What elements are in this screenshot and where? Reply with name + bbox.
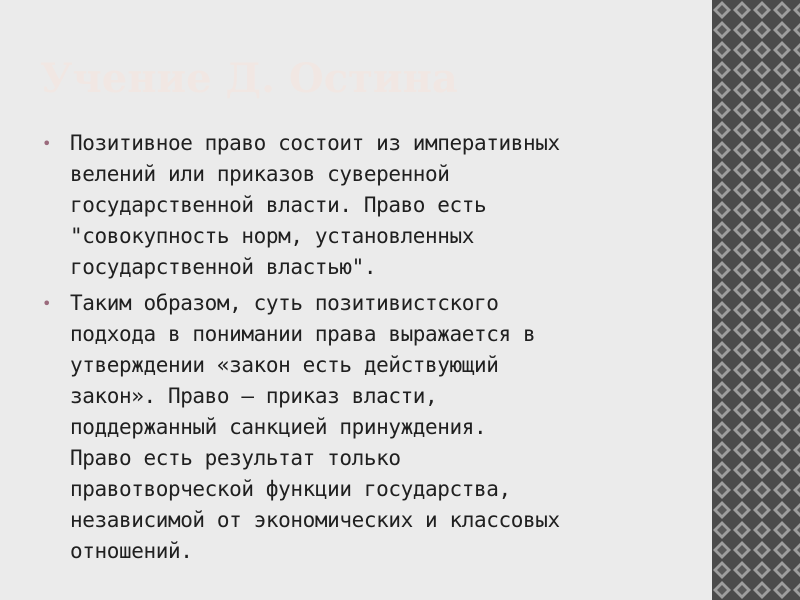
diamond-pattern-icon — [712, 0, 800, 600]
decorative-pattern-strip — [712, 0, 800, 600]
bullet-list — [42, 128, 694, 572]
bullet-marker-icon: • — [42, 294, 52, 313]
bullet-marker-icon: • — [42, 134, 52, 153]
bullet-item-1 — [42, 128, 694, 283]
bullet-text: Позитивное право состоит из императивных велений или приказов суверенной государственной власти. Право есть "совокупность норм, установленных государственной властью". — [70, 131, 560, 279]
slide-title: Учение Д. Остина — [40, 55, 458, 102]
bullet-text: Таким образом, суть позитивистского подхода в понимании права выражается в утверждении «закон есть действующий закон». Право – приказ власти, поддержанный санкцией принуждения. Право есть результат только правотворческой функции государства, независимой от экономических и классовых отношений. — [70, 291, 560, 563]
bullet-item-2 — [42, 288, 694, 567]
